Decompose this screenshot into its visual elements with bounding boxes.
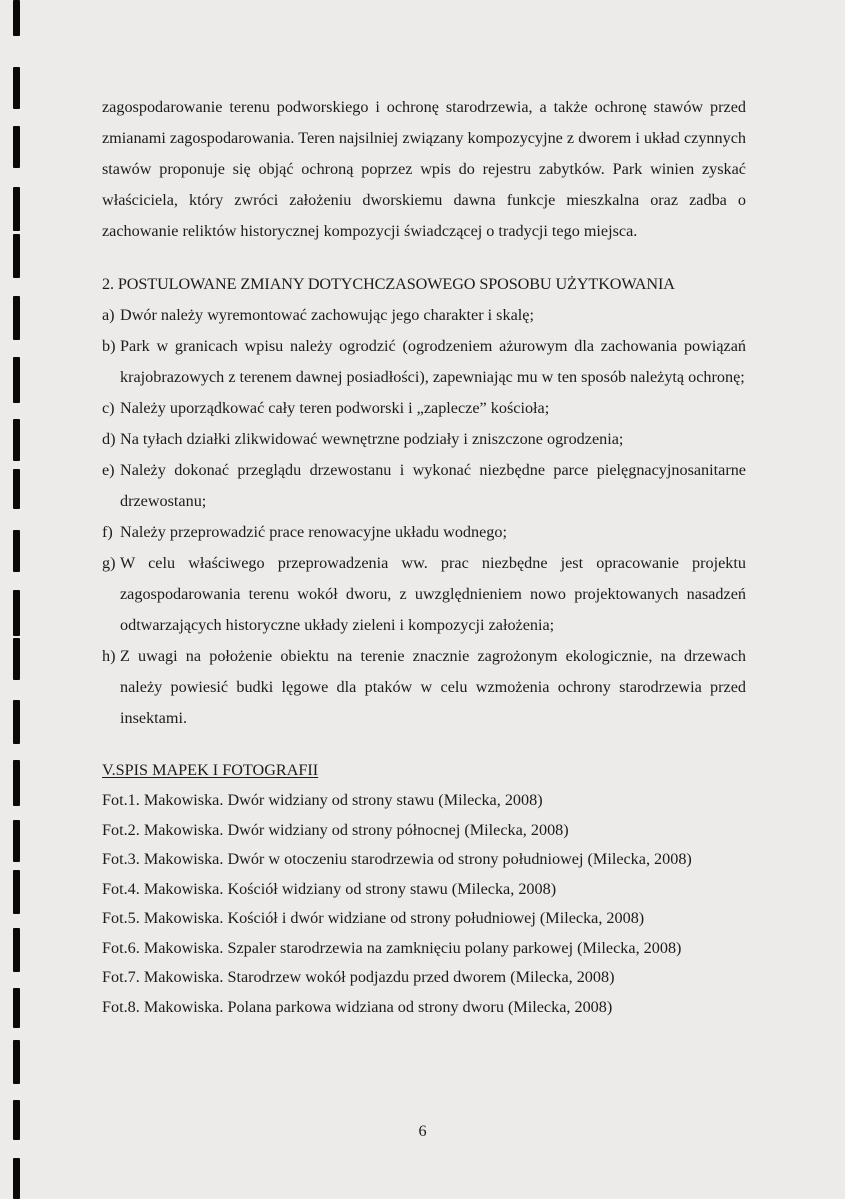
photo-list-item: Fot.5. Makowiska. Kościół i dwór widziane od strony południowej (Milecka, 2008) (102, 909, 645, 927)
page-number: 6 (418, 1122, 427, 1140)
binding-mark (13, 870, 20, 914)
binding-mark (13, 419, 20, 461)
photo-list-item: Fot.2. Makowiska. Dwór widziany od strony północnej (Milecka, 2008) (102, 820, 569, 839)
document-page (102, 92, 746, 1022)
binding-mark (13, 0, 20, 36)
binding-mark (13, 760, 20, 806)
list-item-text: W celu właściwego przeprowadzenia ww. prac niezbędne jest opracowanie projektu zagospodarowania terenu wokół dworu, z uwzględnieniem nowo projektowanych nasadzeń odtwarzających historyczne układy zieleni i kompozycji założenia; (120, 554, 746, 634)
binding-mark (13, 530, 20, 572)
photo-list-item: Fot.8. Makowiska. Polana parkowa widziana od strony dworu (Milecka, 2008) (102, 997, 613, 1016)
list-item-text: Należy uporządkować cały teren podworski i „zaplecze” kościoła; (120, 399, 550, 417)
binding-mark (13, 234, 20, 278)
list-item (102, 424, 746, 455)
list-marker: e) (102, 461, 115, 479)
binding-mark (13, 1040, 20, 1084)
section-2-heading: 2. POSTULOWANE ZMIANY DOTYCHCZASOWEGO SPOSOBU UŻYTKOWANIA (102, 275, 675, 293)
list-item-text: Na tyłach działki zlikwidować wewnętrzne podziały i zniszczone ogrodzenia; (120, 430, 624, 448)
postulates-list (102, 300, 746, 734)
binding-mark (13, 469, 20, 509)
list-marker: c) (102, 399, 115, 417)
list-item (102, 548, 746, 641)
section-5-title: V.SPIS MAPEK I FOTOGRAFII (102, 761, 319, 779)
photo-list-item: Fot.3. Makowiska. Dwór w otoczeniu starodrzewia od strony południowej (Milecka, 2008) (102, 850, 692, 868)
list-marker: d) (102, 430, 116, 448)
binding-mark (13, 357, 20, 403)
photo-list (102, 786, 746, 1022)
binding-mark (13, 820, 20, 862)
binding-mark (13, 988, 20, 1028)
binding-mark (13, 67, 20, 109)
photo-list-item: Fot.6. Makowiska. Szpaler starodrzewia na zamknięciu polany parkowej (Milecka, 2008) (102, 938, 682, 957)
photo-list-item: Fot.7. Makowiska. Starodrzew wokół podjazdu przed dworem (Milecka, 2008) (102, 968, 615, 986)
list-item (102, 455, 746, 517)
list-marker: f) (102, 523, 113, 541)
list-item-text: Park w granicach wpisu należy ogrodzić (ogrodzeniem ażurowym dla zachowania powiązań krajobrazowych z terenem dawnej posiadłości), zapewniając mu w ten sposób należytą ochronę; (120, 337, 746, 386)
photo-list-item: Fot.1. Makowiska. Dwór widziany od strony stawu (Milecka, 2008) (102, 791, 543, 809)
binding-mark (13, 638, 20, 680)
list-item (102, 517, 746, 548)
list-item (102, 393, 746, 424)
binding-mark (13, 126, 20, 168)
photo-list-item: Fot.4. Makowiska. Kościół widziany od strony stawu (Milecka, 2008) (102, 879, 557, 898)
binding-mark (13, 187, 20, 231)
list-marker: b) (102, 337, 116, 355)
list-item (102, 300, 746, 331)
intro-paragraph: zagospodarowanie terenu podworskiego i ochronę starodrzewia, a także ochronę stawów przed zmianami zagospodarowania. Teren najsilniej związany kompozycyjne z dworem i układ czynnych stawów proponuje się objąć ochroną poprzez wpis do rejestru zabytków. Park winien zyskać właściciela, który zwróci założeniu dworskiemu dawna funkcje mieszkalna oraz zadba o zachowanie reliktów historycznej kompozycji świadczącej o tradycji tego miejsca. (102, 98, 746, 240)
binding-mark (13, 1158, 20, 1199)
list-marker: h) (102, 647, 116, 665)
list-marker: g) (102, 554, 116, 572)
list-marker: a) (102, 306, 115, 324)
binding-mark (13, 590, 20, 636)
list-item-text: Należy dokonać przeglądu drzewostanu i wykonać niezbędne parce pielęgnacyjnosanitarne drzewostanu; (120, 461, 746, 510)
list-item (102, 641, 746, 734)
binding-marks (13, 0, 21, 1199)
binding-mark (13, 296, 20, 340)
list-item-text: Należy przeprowadzić prace renowacyjne układu wodnego; (120, 523, 507, 541)
binding-mark (13, 700, 20, 744)
list-item (102, 331, 746, 393)
list-item-text: Dwór należy wyremontować zachowując jego charakter i skalę; (120, 306, 534, 324)
binding-mark (13, 928, 20, 972)
list-item-text: Z uwagi na położenie obiektu na terenie znacznie zagrożonym ekologicznie, na drzewach należy powiesić budki lęgowe dla ptaków w celu wzmożenia ochrony starodrzewia przed insektami. (120, 647, 746, 727)
